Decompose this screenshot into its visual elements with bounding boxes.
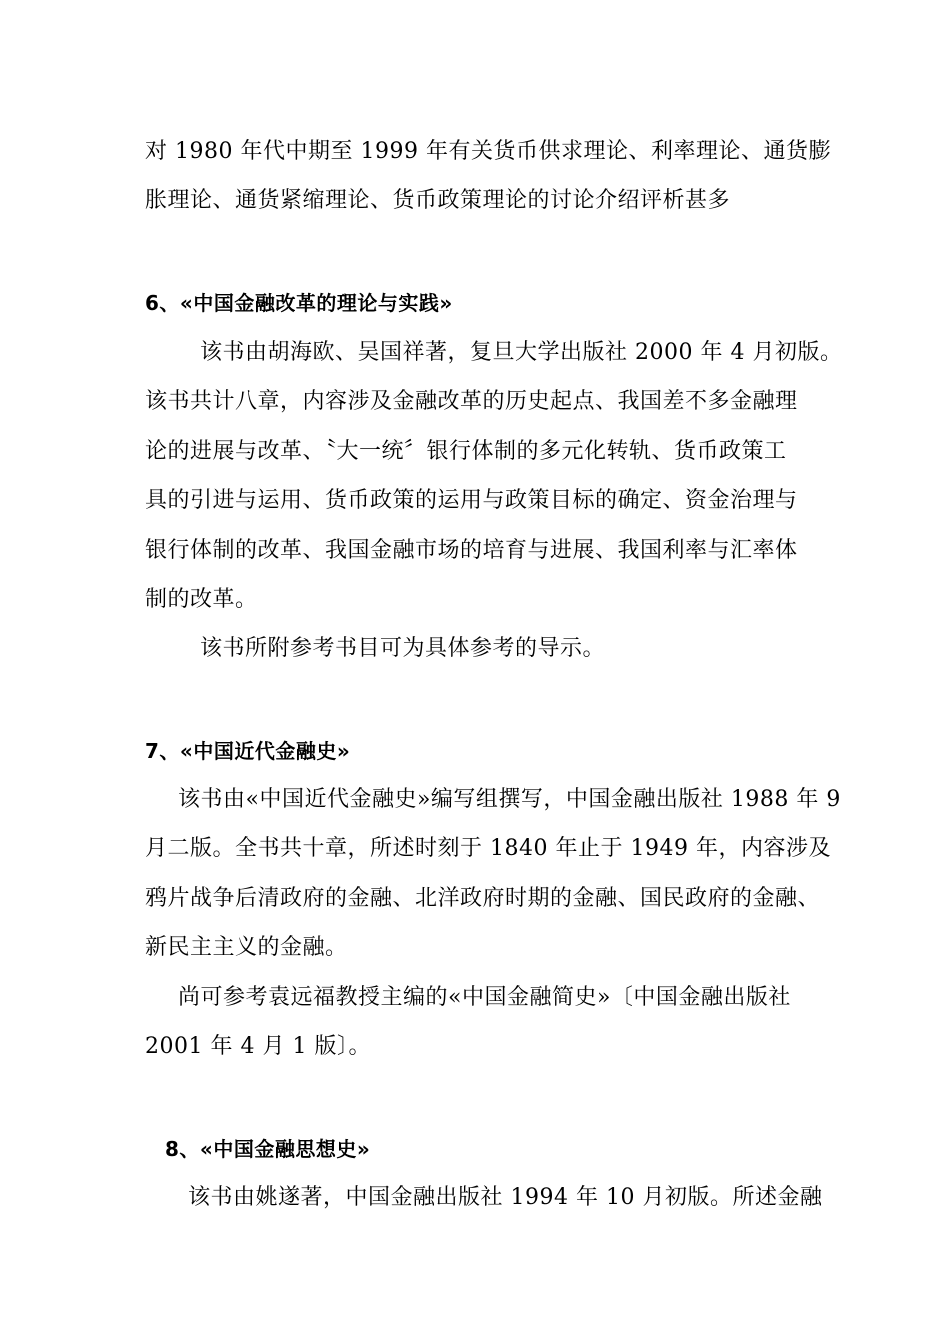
text-line: 该书由姚遂著，中国金融出版社 1994 年 10 月初版。所述金融 [188, 1185, 823, 1210]
text-line: 该书共计八章，内容涉及金融改革的历史起点、我国差不多金融理 [145, 389, 798, 414]
text-line: 鸦片战争后清政府的金融、北洋政府时期的金融、国民政府的金融、 [145, 886, 821, 911]
section-heading: 8、«中国金融思想史» [165, 1137, 371, 1161]
text-line: 对 1980 年代中期至 1999 年有关货币供求理论、利率理论、通货膨 [145, 139, 831, 164]
text-line: 尚可参考袁远福教授主编的«中国金融简史»〔中国金融出版社 [178, 985, 791, 1010]
section-heading: 7、«中国近代金融史» [145, 739, 351, 763]
text-line: 该书由胡海欧、吴国祥著，复旦大学出版社 2000 年 4 月初版。 [200, 340, 843, 365]
text-line: 新民主主义的金融。 [145, 935, 348, 960]
text-line: 月二版。全书共十章，所述时刻于 1840 年止于 1949 年，内容涉及 [145, 836, 831, 861]
text-line: 银行体制的改革、我国金融市场的培育与进展、我国利率与汇率体 [145, 538, 798, 563]
text-line: 具的引进与运用、货币政策的运用与政策目标的确定、资金治理与 [145, 488, 798, 513]
text-line: 2001 年 4 月 1 版〕。 [145, 1034, 371, 1059]
text-line: 该书所附参考书目可为具体参考的导示。 [200, 636, 606, 661]
text-line: 制的改革。 [145, 587, 258, 612]
text-line: 该书由«中国近代金融史»编写组撰写，中国金融出版社 1988 年 9 [178, 787, 841, 812]
section-heading: 6、«中国金融改革的理论与实践» [145, 291, 453, 315]
text-line: 论的进展与改革、〝大一统〞银行体制的多元化转轨、货币政策工 [145, 439, 787, 464]
text-line: 胀理论、通货紧缩理论、货币政策理论的讨论介绍评析甚多 [145, 188, 731, 213]
